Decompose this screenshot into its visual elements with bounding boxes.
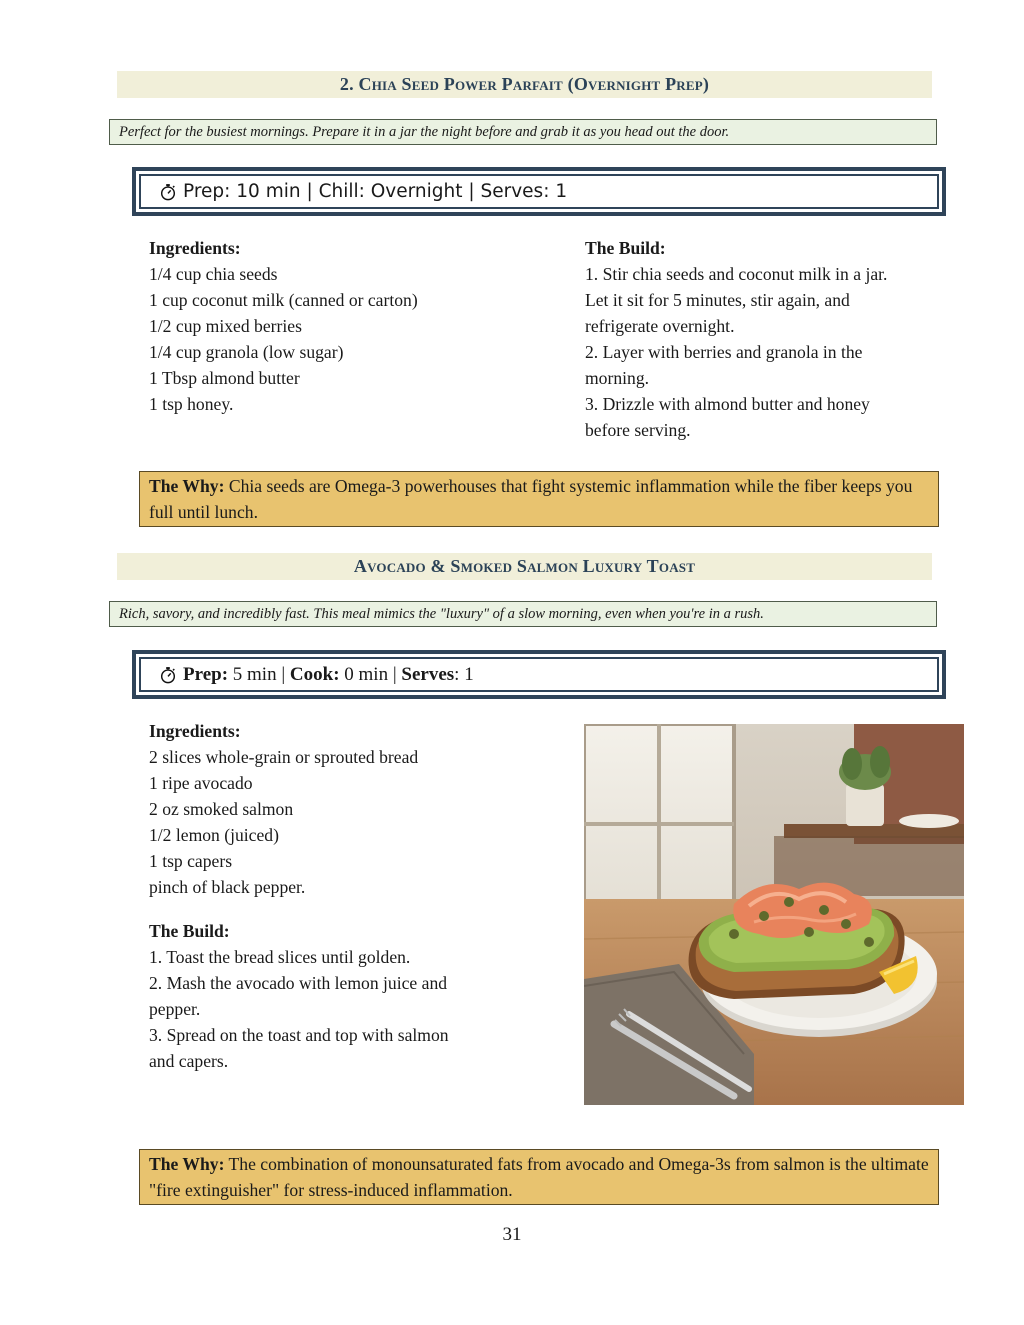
recipe2-why-label: The Why: bbox=[149, 1154, 225, 1174]
ingredient-item: 1 tsp capers bbox=[149, 851, 233, 871]
ingredient-item: 1/2 cup mixed berries bbox=[149, 316, 302, 336]
page-number: 31 bbox=[502, 1224, 522, 1245]
recipe1-why-text: Chia seeds are Omega-3 powerhouses that fight systemic inflammation while the fiber keeps you full until lunch. bbox=[149, 476, 913, 522]
recipe1-build-title: The Build: bbox=[585, 238, 666, 258]
recipe1-tagline: Perfect for the busiest mornings. Prepare it in a jar the night before and grab it as you head out the door. bbox=[109, 119, 937, 145]
recipe2-meta-box bbox=[132, 650, 946, 699]
recipe2-build-title: The Build: bbox=[149, 921, 230, 941]
recipe1-why-box bbox=[139, 471, 939, 527]
recipe2-why-box bbox=[139, 1149, 939, 1205]
build-line: 1. Stir chia seeds and coconut milk in a jar. bbox=[585, 264, 888, 284]
build-line: 1. Toast the bread slices until golden. bbox=[149, 947, 411, 967]
recipe1-ingredients bbox=[149, 235, 418, 417]
build-line: before serving. bbox=[585, 420, 691, 440]
recipe2-meta-inner bbox=[139, 657, 939, 692]
build-line: morning. bbox=[585, 368, 650, 388]
ingredient-item: 1 Tbsp almond butter bbox=[149, 368, 300, 388]
build-line: and capers. bbox=[149, 1051, 229, 1071]
recipe2-why-text: The combination of monounsaturated fats from avocado and Omega-3s from salmon is the ultimate "fire extinguisher" for stress-induced inflammation. bbox=[149, 1154, 929, 1200]
recipe2-ingredients-title: Ingredients: bbox=[149, 721, 241, 741]
build-line: 2. Mash the avocado with lemon juice and bbox=[149, 973, 448, 993]
recipe2-tagline: Rich, savory, and incredibly fast. This meal mimics the "luxury" of a slow morning, even when you're in a rush. bbox=[109, 601, 937, 627]
recipe2-prep-label: Prep: bbox=[183, 663, 229, 685]
ingredient-item: 1 ripe avocado bbox=[149, 773, 253, 793]
recipe2-cook-label: Cook: bbox=[289, 663, 340, 685]
ingredient-item: 1/2 lemon (juiced) bbox=[149, 825, 279, 845]
build-line: 3. Spread on the toast and top with salmon bbox=[149, 1025, 449, 1045]
recipe1-heading: 2. Chia Seed Power Parfait (Overnight Prep) bbox=[117, 71, 932, 98]
ingredient-item: 1/4 cup granola (low sugar) bbox=[149, 342, 344, 362]
ingredient-item: 1 tsp honey. bbox=[149, 394, 234, 414]
ingredient-item: 1/4 cup chia seeds bbox=[149, 264, 278, 284]
build-line: pepper. bbox=[149, 999, 201, 1019]
recipe2-heading: Avocado & Smoked Salmon Luxury Toast bbox=[117, 553, 932, 580]
stopwatch-icon bbox=[159, 666, 177, 684]
recipe1-meta-text: Prep: 10 min | Chill: Overnight | Serves: 1 bbox=[183, 181, 568, 202]
toast-photo bbox=[584, 724, 964, 1105]
ingredient-item: 2 oz smoked salmon bbox=[149, 799, 294, 819]
build-line: 3. Drizzle with almond butter and honey bbox=[585, 394, 870, 414]
recipe2-cook-value: 0 min | bbox=[339, 663, 402, 685]
recipe1-why-label: The Why: bbox=[149, 476, 225, 496]
recipe2-serves-value: : 1 bbox=[454, 663, 474, 685]
recipe2-ingredients bbox=[149, 718, 418, 900]
recipe2-serves-label: Serves bbox=[401, 663, 455, 685]
recipe1-ingredients-title: Ingredients: bbox=[149, 238, 241, 258]
ingredient-item: pinch of black pepper. bbox=[149, 877, 306, 897]
ingredient-item: 1 cup coconut milk (canned or carton) bbox=[149, 290, 418, 310]
ingredient-item: 2 slices whole-grain or sprouted bread bbox=[149, 747, 419, 767]
build-line: 2. Layer with berries and granola in the bbox=[585, 342, 863, 362]
recipe2-prep-value: 5 min | bbox=[228, 663, 290, 685]
recipe1-meta-inner bbox=[139, 174, 939, 209]
build-line: Let it sit for 5 minutes, stir again, and bbox=[585, 290, 850, 310]
recipe1-build bbox=[585, 235, 887, 443]
recipe1-meta-box bbox=[132, 167, 946, 216]
build-line: refrigerate overnight. bbox=[585, 316, 735, 336]
recipe2-build bbox=[149, 918, 449, 1074]
stopwatch-icon bbox=[159, 183, 177, 201]
